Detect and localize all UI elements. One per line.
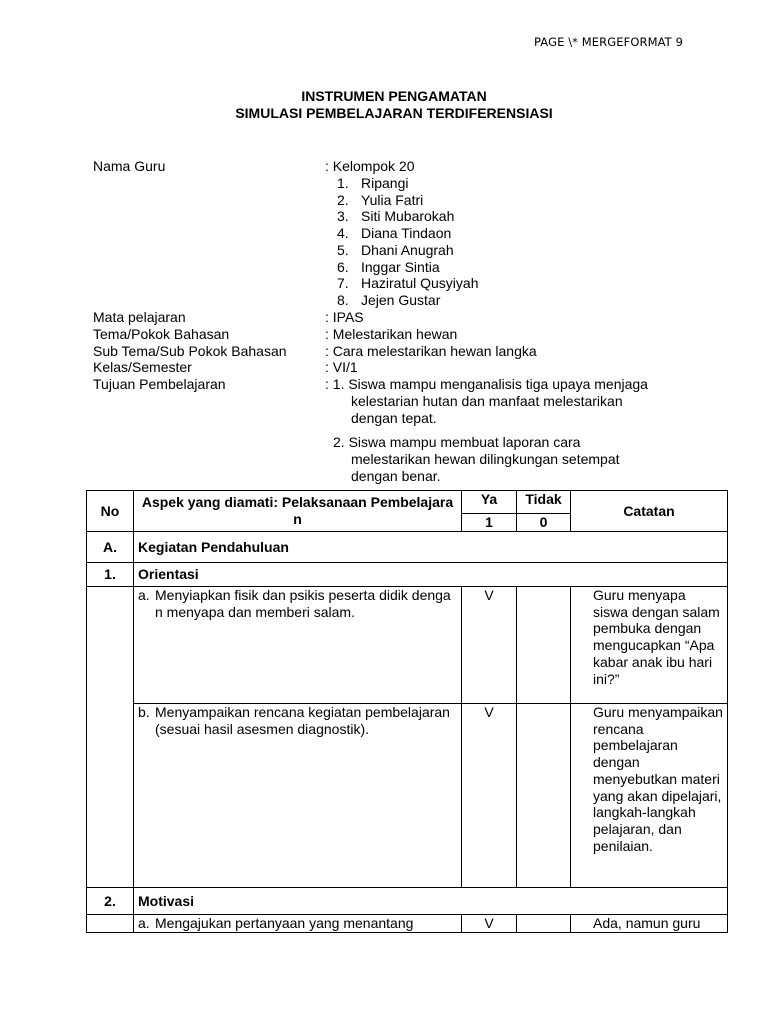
member-item xyxy=(337,275,479,292)
aspect-cell xyxy=(134,704,462,888)
tujuan-2-line: dengan benar. xyxy=(351,468,441,484)
empty-number-cell xyxy=(87,915,134,933)
section-title: Kegiatan Pendahuluan xyxy=(134,532,728,563)
tujuan-label: Tujuan Pembelajaran xyxy=(93,376,226,392)
kelas-value: : VI/1 xyxy=(325,359,358,375)
subsection-number: 1. xyxy=(87,563,134,587)
item-text: Menyiapkan fisik dan psikis peserta didik dengan menyapa dan memberi salam. xyxy=(155,587,451,620)
mapel-label: Mata pelajaran xyxy=(93,309,186,325)
page-header: PAGE \* MERGEFORMAT 9 xyxy=(534,35,683,49)
nama-guru-label: Nama Guru xyxy=(93,158,166,174)
member-item xyxy=(337,225,451,242)
member-item xyxy=(337,259,440,276)
member-name: Ripangi xyxy=(361,175,409,191)
member-item xyxy=(337,175,408,192)
subsection-number: 2. xyxy=(87,888,134,915)
tujuan-2-line: 2. Siswa mampu membuat laporan cara xyxy=(333,434,581,450)
member-item xyxy=(337,242,454,259)
section-number: A. xyxy=(87,532,134,563)
tujuan-1-line: : 1. Siswa mampu menganalisis tiga upaya menjaga xyxy=(325,376,648,392)
header-ya: Ya xyxy=(462,491,517,514)
member-name: Yulia Fatri xyxy=(361,192,424,208)
member-name: Diana Tindaon xyxy=(361,225,452,241)
member-name: Dhani Anugrah xyxy=(361,242,454,258)
member-number: 5. xyxy=(337,242,349,258)
member-number: 7. xyxy=(337,275,349,291)
item-text: Mengajukan pertanyaan yang menantang xyxy=(155,915,414,931)
table-row xyxy=(87,704,728,888)
kelas-label: Kelas/Semester xyxy=(93,359,192,375)
mapel-value: : IPAS xyxy=(325,309,364,325)
item-letter: a. xyxy=(138,915,150,931)
subsection-title: Motivasi xyxy=(134,888,728,915)
member-number: 1. xyxy=(337,175,349,191)
header-ya-score: 1 xyxy=(462,514,517,532)
note-cell: Guru menyampaikan rencana pembelajaran dengan menyebutkan materi yang akan dipelajari, langkah-langkah pelajaran, dan penilaian. xyxy=(571,704,728,888)
member-item xyxy=(337,292,440,309)
tujuan-2-line: melestarikan hewan dilingkungan setempat xyxy=(351,451,620,467)
table-header-row xyxy=(87,491,728,514)
member-number: 8. xyxy=(337,292,349,308)
table-row xyxy=(87,587,728,704)
note-cell: Ada, namun guru xyxy=(571,915,728,933)
member-number: 4. xyxy=(337,225,349,241)
subtema-label: Sub Tema/Sub Pokok Bahasan xyxy=(93,343,287,359)
header-tidak: Tidak xyxy=(517,491,571,514)
subtema-value: : Cara melestarikan hewan langka xyxy=(325,343,537,359)
subsection-row xyxy=(87,563,728,587)
document-title: INSTRUMEN PENGAMATAN xyxy=(301,88,487,104)
subsection-title: Orientasi xyxy=(134,563,728,587)
header-aspek: Aspek yang diamati: Pelaksanaan Pembelajaran xyxy=(134,491,462,532)
member-item xyxy=(337,208,454,225)
member-number: 6. xyxy=(337,259,349,275)
member-number: 3. xyxy=(337,208,349,224)
item-text: Menyampaikan rencana kegiatan pembelajaran (sesuai hasil asesmen diagnostik). xyxy=(155,704,450,737)
tidak-cell xyxy=(517,587,571,704)
tujuan-1-line: kelestarian hutan dan manfaat melestarikan xyxy=(351,393,623,409)
table-row xyxy=(87,915,728,933)
member-item xyxy=(337,192,423,209)
note-cell: Guru menyapa siswa dengan salam pembuka dengan mengucapkan “Apa kabar anak ibu hari ini?” xyxy=(571,587,728,704)
ya-cell: V xyxy=(462,704,517,888)
ya-cell: V xyxy=(462,587,517,704)
tema-value: : Melestarikan hewan xyxy=(325,326,458,342)
item-letter: b. xyxy=(138,704,150,720)
ya-cell: V xyxy=(462,915,517,933)
aspect-cell xyxy=(134,915,462,933)
header-tidak-score: 0 xyxy=(517,514,571,532)
subsection-row xyxy=(87,888,728,915)
member-name: Jejen Gustar xyxy=(361,292,441,308)
document-subtitle: SIMULASI PEMBELAJARAN TERDIFERENSIASI xyxy=(235,105,553,121)
empty-number-cell xyxy=(87,587,134,888)
tidak-cell xyxy=(517,704,571,888)
tidak-cell xyxy=(517,915,571,933)
member-number: 2. xyxy=(337,192,349,208)
section-row xyxy=(87,532,728,563)
tema-label: Tema/Pokok Bahasan xyxy=(93,326,230,342)
tujuan-1-line: dengan tepat. xyxy=(351,410,437,426)
header-no: No xyxy=(87,491,134,532)
aspect-cell xyxy=(134,587,462,704)
member-name: Inggar Sintia xyxy=(361,259,440,275)
member-name: Siti Mubarokah xyxy=(361,208,455,224)
member-name: Haziratul Qusyiyah xyxy=(361,275,479,291)
observation-table xyxy=(86,490,728,933)
header-catatan: Catatan xyxy=(571,491,728,532)
item-letter: a. xyxy=(138,587,150,603)
nama-guru-value: : Kelompok 20 xyxy=(325,158,415,174)
